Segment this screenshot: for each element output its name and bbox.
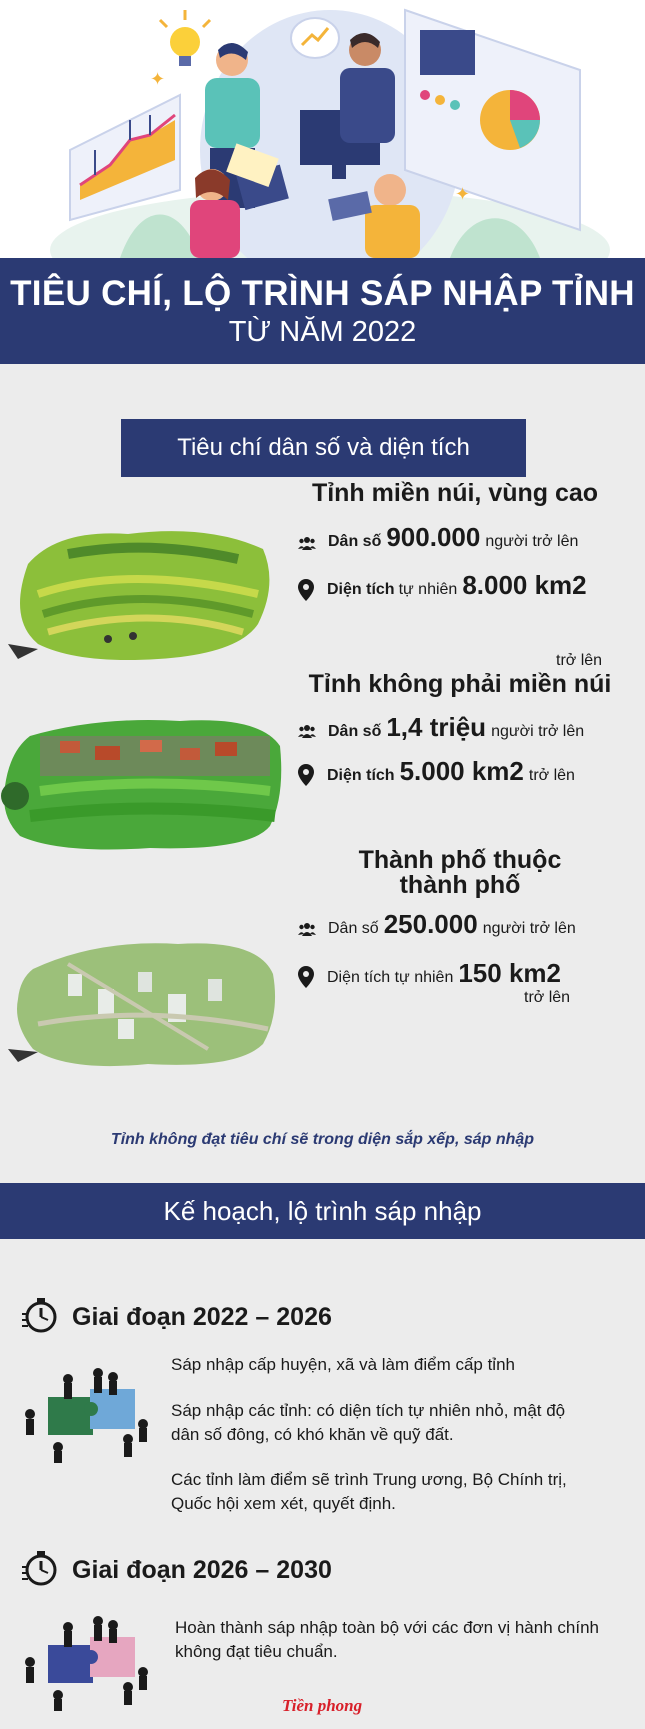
svg-text:✦: ✦ xyxy=(150,69,166,89)
people-icon xyxy=(298,536,316,555)
stat-unit: trở lên xyxy=(524,989,571,1006)
region-title: Tỉnh không phải miền núi xyxy=(308,670,612,698)
stat-value: 5.000 km2 xyxy=(399,756,524,786)
page-title: TIÊU CHÍ, LỘ TRÌNH SÁP NHẬP TỈNH xyxy=(10,274,635,313)
stopwatch-icon xyxy=(22,1549,60,1592)
page-subtitle: TỪ NĂM 2022 xyxy=(228,316,417,348)
criteria-note: Tỉnh không đạt tiêu chí sẽ trong diện sắp xếp, sáp nhập xyxy=(110,1131,535,1148)
phase-item: Sáp nhập các tỉnh: có diện tích tự nhiên nhỏ, mật độ xyxy=(171,1401,566,1420)
region-title: Tỉnh miền núi, vùng cao xyxy=(311,479,599,507)
stat-label: Diện tích xyxy=(327,767,395,784)
stat-value: 150 km2 xyxy=(458,958,561,988)
stat-value: 1,4 triệu xyxy=(386,712,487,742)
phase-item: Hoàn thành sáp nhập toàn bộ với các đơn vị hành chính xyxy=(175,1618,599,1637)
growth-chart-icon xyxy=(70,95,180,220)
svg-text:✦: ✦ xyxy=(455,184,471,204)
location-pin-icon xyxy=(298,966,314,993)
stat-value: 250.000 xyxy=(383,909,478,939)
phase-item: Sáp nhập cấp huyện, xã và làm điểm cấp tỉnh xyxy=(171,1355,515,1374)
region-city xyxy=(290,848,630,898)
stat-label: Dân số xyxy=(328,533,382,550)
phase-item: dân số đông, có khó khăn về quỹ đất. xyxy=(171,1425,454,1444)
region-title: thành phố xyxy=(399,871,521,899)
region-lowland xyxy=(290,672,630,697)
phase-title: Giai đoạn 2026 – 2030 xyxy=(72,1556,332,1584)
stat-unit: trở lên xyxy=(528,767,575,784)
stat-value: 900.000 xyxy=(386,522,481,552)
criteria-badge: Tiêu chí dân số và diện tích xyxy=(121,419,526,477)
area-stat xyxy=(327,958,566,989)
stat-unit: người trở lên xyxy=(485,533,579,550)
population-stat xyxy=(328,909,576,940)
stat-label: Dân số xyxy=(328,723,382,740)
stat-label: Dân số xyxy=(328,920,379,937)
phase-item: Các tỉnh làm điểm sẽ trình Trung ương, Bộ Chính trị, xyxy=(171,1470,567,1489)
phase-item: Quốc hội xem xét, quyết định. xyxy=(171,1494,396,1513)
location-pin-icon xyxy=(298,764,314,791)
people-icon xyxy=(298,724,316,743)
area-stat xyxy=(327,756,575,787)
city-aerial-image xyxy=(8,934,278,1074)
office-meeting-illustration xyxy=(0,0,645,258)
region-mountain xyxy=(285,481,625,506)
speech-bubble-icon xyxy=(291,18,339,58)
stopwatch-icon xyxy=(22,1296,60,1339)
stat-unit: người trở lên xyxy=(482,920,576,937)
population-stat xyxy=(328,712,584,743)
stat-label: Diện tích tự nhiên xyxy=(327,969,454,986)
terraced-fields-image xyxy=(8,524,278,664)
plan-band: Kế hoạch, lộ trình sáp nhập xyxy=(0,1183,645,1239)
people-icon xyxy=(298,922,316,941)
rural-village-image xyxy=(0,716,285,856)
region-title: Thành phố thuộc xyxy=(358,846,562,874)
hero-illustration xyxy=(0,0,645,258)
stat-unit: trở lên xyxy=(556,652,603,669)
teamwork-puzzle-icon xyxy=(18,1359,153,1464)
stat-label: Diện tích xyxy=(327,581,395,598)
location-pin-icon xyxy=(298,579,314,606)
stat-value: 8.000 km2 xyxy=(462,570,587,600)
criteria-section xyxy=(0,364,645,1170)
population-stat xyxy=(328,522,578,553)
phase-item: không đạt tiêu chuẩn. xyxy=(175,1642,338,1661)
lightbulb-icon xyxy=(160,10,210,66)
teamwork-puzzle-icon xyxy=(18,1607,153,1712)
brand-logo: Tiền phong xyxy=(282,1696,363,1715)
area-stat xyxy=(327,570,592,601)
plan-section xyxy=(0,1239,645,1729)
stat-unit: người trở lên xyxy=(491,723,585,740)
title-band xyxy=(0,258,645,364)
phase-title: Giai đoạn 2022 – 2026 xyxy=(72,1303,332,1331)
stat-label-rest: tự nhiên xyxy=(398,581,458,598)
